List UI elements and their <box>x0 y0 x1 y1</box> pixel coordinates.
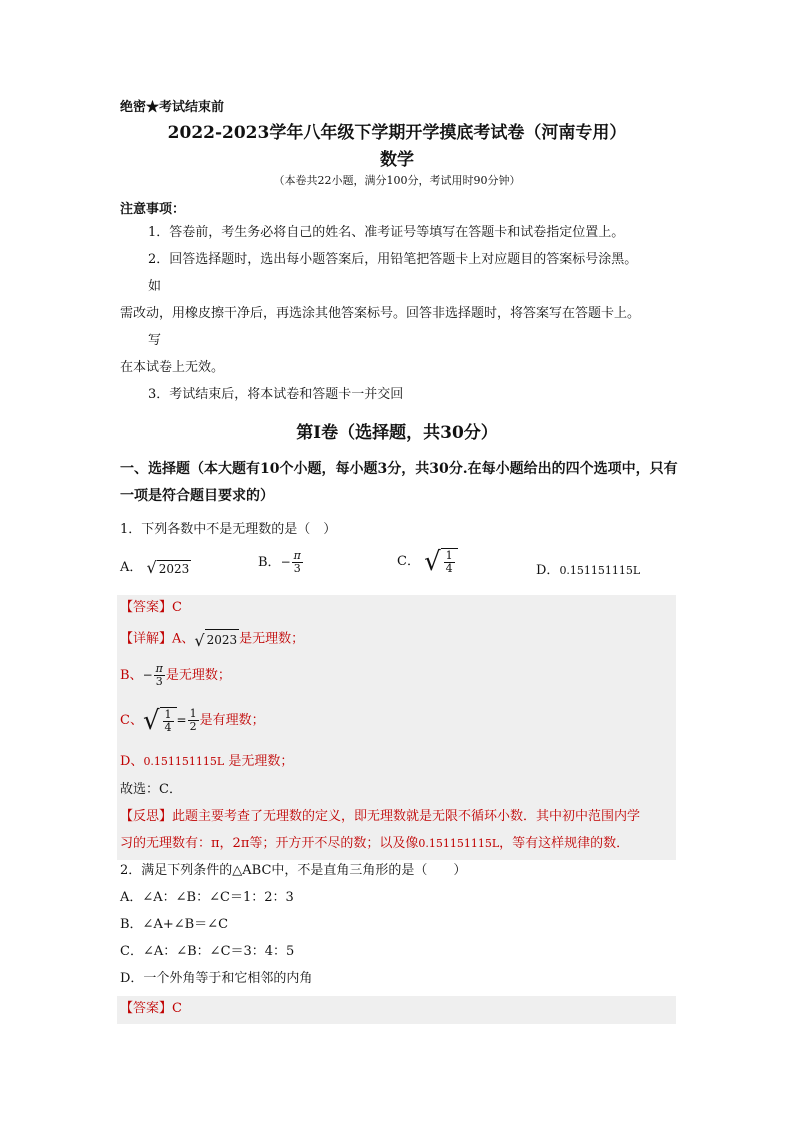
q1-option-b-label: B． <box>258 555 281 570</box>
notice-item-2-line3: 需改动，用橡皮擦干净后，再选涂其他答案标号。回答非选择题时，将答案写在答题卡上。 <box>120 306 641 321</box>
fraction <box>444 550 455 575</box>
notice-heading: 注意事项： <box>120 202 186 217</box>
q1-detail-box <box>117 623 676 860</box>
q1-detail-d-suffix: 是无理数； <box>224 754 294 769</box>
q1-option-c-num: 1 <box>445 549 453 562</box>
q1-detail-b-prefix: B、 <box>120 668 143 683</box>
q1-detail-c-rnum: 1 <box>189 707 197 720</box>
q2-stem: 2．满足下列条件的△ABC中，不是直角三角形的是（ ） <box>120 863 467 878</box>
sqrt-expression <box>146 557 192 577</box>
q1-detail-b-sign: − <box>142 668 153 682</box>
q1-option-d-value: 0.151151115L <box>559 564 641 577</box>
q1-option-c <box>397 548 458 575</box>
q1-reflect-line2 <box>120 835 676 853</box>
q1-reflect-tag: 【反思】 <box>120 809 173 824</box>
q1-reflect-line1 <box>120 808 676 826</box>
notice-item-2-line2: 如 <box>148 279 162 294</box>
q2-answer-line <box>120 1000 182 1018</box>
q1-detail-c-eq: = <box>176 713 187 727</box>
q1-answer-tag: 【答案】 <box>120 600 173 615</box>
q1-detail-a-prefix: A、 <box>172 631 195 647</box>
fraction <box>163 709 174 734</box>
q1-option-a <box>120 556 191 576</box>
q1-detail-d-value: 0.151151115L <box>143 755 225 768</box>
q1-detail-c <box>120 707 265 734</box>
q1-reflect-value: 0.151151115L <box>418 837 500 850</box>
section-title: 第Ⅰ卷（选择题，共30分） <box>296 423 498 443</box>
exam-title: 2022-2023学年八年级下学期开学摸底考试卷（河南专用） <box>167 123 627 143</box>
q1-option-b-den: 3 <box>293 562 301 575</box>
q2-option-a: A．∠A：∠B：∠C＝1：2：3 <box>120 890 294 905</box>
q1-detail-c-prefix: C、 <box>120 713 143 728</box>
q1-option-d <box>536 559 640 578</box>
q1-detail-c-den: 4 <box>164 721 172 734</box>
q1-answer-line <box>120 599 182 617</box>
notice-item-2-line1: 2．回答选择题时，选出每小题答案后，用铅笔把答题卡上对应题目的答案标号涂黑。 <box>148 252 638 267</box>
q1-detail-b-suffix: 是无理数； <box>165 668 231 683</box>
q1-detail-a-suffix: 是无理数； <box>239 631 305 647</box>
fraction <box>292 550 303 575</box>
q1-detail-b-num: π <box>155 662 163 675</box>
q1-detail-a <box>120 629 304 649</box>
q1-detail-b <box>120 663 231 688</box>
sqrt-expression <box>424 548 458 575</box>
q1-conclusion: 故选：C． <box>120 782 182 797</box>
q2-option-c: C．∠A：∠B：∠C＝3：4：5 <box>120 944 295 959</box>
q1-option-a-radicand: 2023 <box>158 561 190 576</box>
q1-option-b-sign: − <box>280 555 291 569</box>
q1-answer: C <box>172 600 182 615</box>
q1-detail-d-prefix: D、 <box>120 754 144 769</box>
q2-option-d: D．一个外角等于和它相邻的内角 <box>120 971 313 986</box>
q1-option-a-label: A． <box>120 560 143 575</box>
q1-option-d-label: D． <box>536 563 560 578</box>
notice-item-1: 1．答卷前，考生务必将自己的姓名、准考证号等填写在答题卡和试卷指定位置上。 <box>148 225 625 240</box>
q1-option-c-den: 4 <box>445 562 453 575</box>
q1-detail-b-den: 3 <box>155 675 163 688</box>
sqrt-fraction-wrap <box>160 707 177 734</box>
radical-icon: √ <box>424 547 441 577</box>
q2-option-b: B．∠A+∠B＝∠C <box>120 917 229 932</box>
q2-answer-tag: 【答案】 <box>120 1001 173 1016</box>
fraction <box>188 708 199 733</box>
notice-item-2-line5: 在本试卷上无效。 <box>120 360 225 375</box>
notice-item-3: 3．考试结束后，将本试卷和答题卡一并交回 <box>148 387 404 402</box>
q1-reflect-text1: 此题主要考查了无理数的定义，即无理数就是无限不循环小数．其中初中范围内学 <box>172 809 641 824</box>
sqrt-expression <box>143 707 177 734</box>
fraction <box>154 663 165 688</box>
q1-detail-c-suffix: 是有理数； <box>199 713 265 728</box>
exam-subject: 数学 <box>380 150 414 170</box>
q2-answer: C <box>172 1001 182 1016</box>
sqrt-fraction-wrap <box>441 548 458 575</box>
q1-stem: 1．下列各数中不是无理数的是（ ） <box>120 522 337 537</box>
q1-option-b <box>258 550 304 575</box>
notice-item-2-line4: 写 <box>148 333 162 348</box>
radical-icon: √ <box>142 706 160 736</box>
q1-reflect-text2a: 习的无理数有：π，2π等；开方开不尽的数；以及像 <box>120 836 419 851</box>
q1-detail-c-num: 1 <box>164 708 172 721</box>
part-title: 一、选择题（本大题有10个小题，每小题3分，共30分.在每小题给出的四个选项中，只有一项是符合题目要求的） <box>120 461 678 504</box>
q1-reflect-text2b: ，等有这样规律的数． <box>499 836 630 851</box>
sqrt-expression <box>194 629 239 649</box>
q1-answer-box <box>117 595 676 623</box>
q1-option-c-label: C． <box>397 554 420 569</box>
q1-option-b-num: π <box>293 549 301 562</box>
exam-meta: （本卷共22小题，满分100分，考试用时90分钟） <box>273 174 521 187</box>
q1-detail-tag: 【详解】 <box>120 631 173 647</box>
radical-icon: √ <box>194 631 205 650</box>
q1-detail-a-radicand: 2023 <box>205 629 240 649</box>
q1-detail-d <box>120 753 293 771</box>
secret-label: 绝密★考试结束前 <box>120 100 225 115</box>
q2-answer-box <box>117 996 676 1024</box>
q1-detail-c-rden: 2 <box>189 720 197 733</box>
radical-icon: √ <box>146 557 157 577</box>
